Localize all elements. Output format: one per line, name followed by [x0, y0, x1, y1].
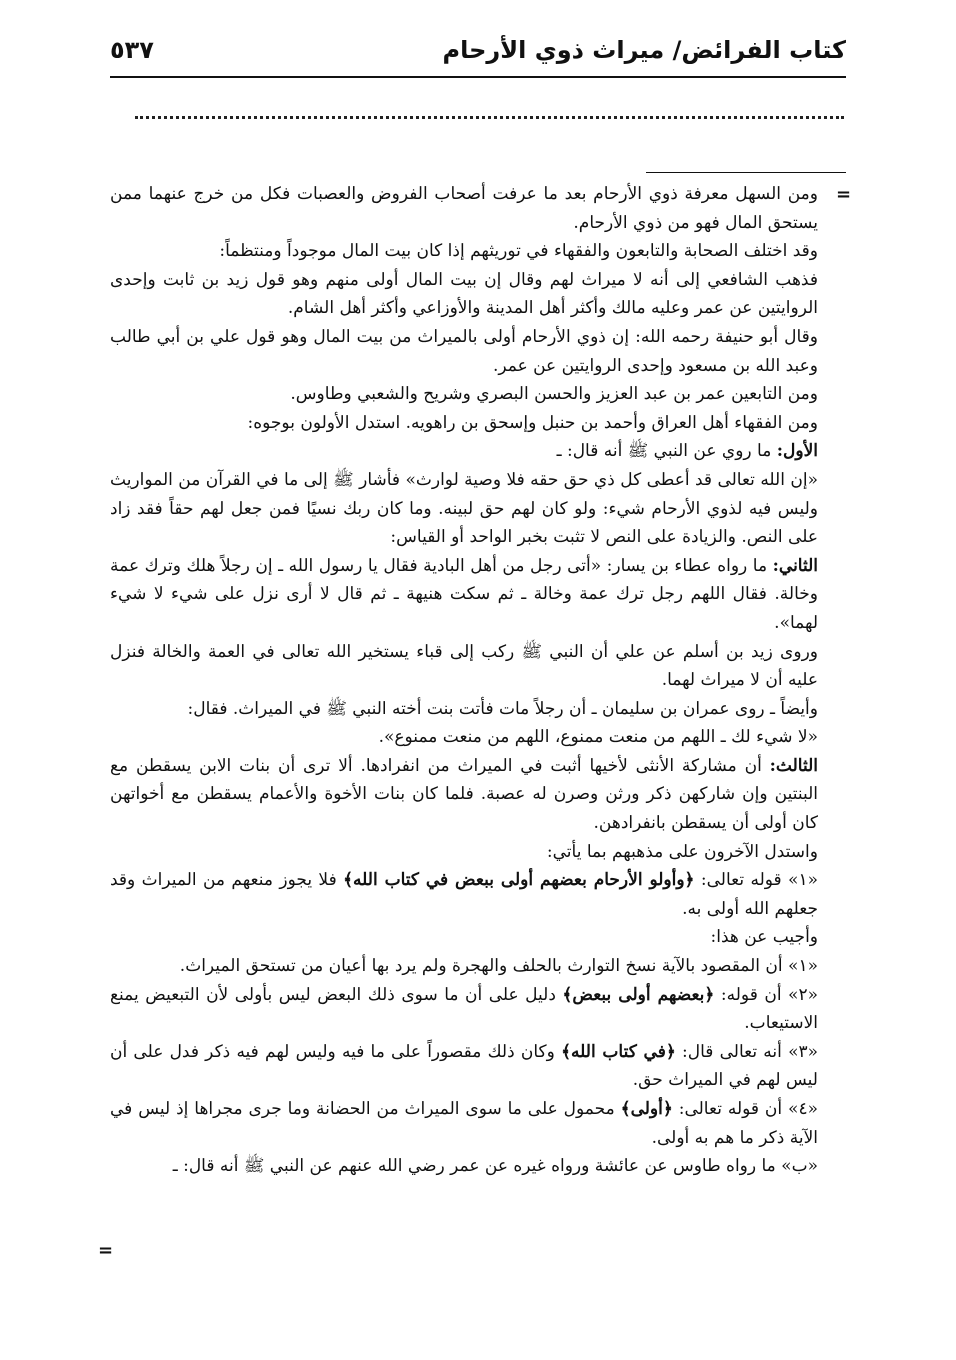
paragraph: وقد اختلف الصحابة والتابعون والفقهاء في توريثهم إذا كان بيت المال موجوداً ومنتظماً: [219, 241, 818, 262]
continuation-mark-bottom: = [98, 1240, 114, 1261]
running-title: كتاب الفرائض/ ميراث ذوي الأرحام [442, 36, 846, 64]
quran-quote: ﴿في كتاب الله﴾ [561, 1041, 676, 1062]
paragraph [110, 866, 818, 923]
item-text: دليل على أن ما سوى ذلك البعض ليس بأولى لأن التبعيض يمنع الاستيعاب. [110, 984, 818, 1034]
item-prefix: «١» قوله تعالى: [700, 870, 818, 891]
paragraph [110, 552, 818, 638]
paragraph: «١» أن المقصود بالآية نسخ التوارث بالحلف والهجرة ولم يرد بها أعيان من تستحق الميراث. [179, 956, 818, 977]
continuation-mark-top: = [836, 184, 852, 205]
paragraph: وروى زيد بن أسلم عن علي أن النبي ﷺ ركب إلى قباء يستخير الله تعالى في العمة والخالة فنزل عليه أن لا ميراث لهما. [110, 641, 818, 691]
section-label: الثالث: [769, 755, 818, 776]
paragraph: «إن الله تعالى قد أعطى كل ذي حق حقه فلا وصية لوارث» فأشار ﷺ إلى ما في القرآن من المواريث وليس فيه لذوي الأرحام شيء: ولو كان لهم حق لبينه. وما كان ربك نسيًا فمن جعل لهم حقاً فقد زاد على النص. والزيادة على النص لا تثبت بخبر الواحد أو القياس: [110, 469, 818, 548]
quran-quote: ﴿بعضهم أولى ببعض﴾ [562, 984, 715, 1005]
item-prefix: «٤» أن قوله تعالى: [678, 1099, 818, 1119]
paragraph: وأيضاً ـ روى عمران بن سليمان ـ أن رجلاً مات فأتت بنت أخته النبي ﷺ في الميراث. فقال: [187, 698, 818, 719]
paragraph [110, 981, 818, 1038]
paragraph: وقال أبو حنيفة رحمه الله: إن ذوي الأرحام أولى بالميراث من بيت المال وهو قول علي بن أبي طالب وعبد الله بن مسعود وإحدى الروايتين عن عمر. [110, 326, 818, 376]
footnote-body [110, 180, 818, 1181]
paragraph [110, 1038, 818, 1095]
section-label: الثاني: [772, 555, 819, 576]
paragraph-text: ما روي عن النبي ﷺ أنه قال: ـ [556, 441, 772, 462]
paragraph: وأجيب عن هذا: [710, 927, 818, 948]
paragraph: واستدل الآخرون على مذهبهم بما يأتي: [546, 841, 818, 862]
page-header [110, 30, 846, 74]
item-text: محمول على ما سوى الميراث من الحضانة وما جرى مجراها إذ ليس في الآية ذكر ما هم به أولى. [110, 1099, 818, 1148]
item-prefix: «٢» أن قوله: [720, 984, 819, 1005]
paragraph [110, 437, 818, 466]
paragraph [110, 752, 818, 838]
paragraph [110, 1095, 818, 1152]
item-text: فلا يجوز منعهم من الميراث وقد جعلهم الله أولى به. [110, 870, 818, 919]
page-number: ٥٣٧ [110, 36, 154, 64]
header-rule [110, 76, 846, 78]
dotted-separator [135, 116, 844, 119]
item-prefix: «٣» أنه تعالى قال: [682, 1041, 819, 1062]
quran-quote: ﴿وأولو الأرحام بعضهم أولى ببعض في كتاب الله﴾ [343, 870, 695, 891]
item-text: وكان ذلك مقصوراً على ما فيه وليس لهم فيه ذكر فدل على أن ليس لهم في الميراث حق. [110, 1041, 818, 1091]
paragraph: ومن السهل معرفة ذوي الأرحام بعد ما عرفت أصحاب الفروض والعصبات فكل من خرج عنهما ممن يستحق المال فهو من ذوي الأرحام. [110, 184, 818, 233]
paragraph: «لا شيء لك ـ اللهم من منعت ممنوع، اللهم من منعت ممنوع». [378, 727, 818, 748]
paragraph: «ب» ما رواه طاوس عن عائشة ورواه غيره عن عمر رضي الله عنهم عن النبي ﷺ أنه قال: ـ [172, 1156, 818, 1177]
paragraph: ومن الفقهاء أهل العراق وأحمد بن حنبل وإسحق بن راهويه. استدل الأولون بوجوه: [247, 412, 818, 433]
paragraph: ومن التابعين عمر بن عبد العزيز والحسن البصري وشريح والشعبي وطاوس. [290, 384, 818, 405]
paragraph-text: أن مشاركة الأنثى لأخيها أثبت في الميراث من انفرادها. ألا ترى أن بنات الابن يسقطن مع البنتين وإن شاركهن ذكر ورثن وصرن له عصبة. فلما كان بنات الأخوة والأعمام يسقطن مع أخواتهن كان أولى أن يسقطن بانفرادهن. [110, 755, 818, 834]
paragraph: فذهب الشافعي إلى أنه لا ميراث لهم وقال إن بيت المال أولى منهم وهو قول زيد بن ثابت وإحدى الروايتين عن عمر وعليه مالك وأكثر أهل المدينة والأوزاعي وأكثر أهل الشام. [110, 269, 818, 319]
quran-quote: ﴿أولى﴾ [620, 1099, 673, 1119]
footnote-rule [646, 172, 846, 173]
section-label: الأول: [776, 441, 818, 462]
paragraph-text: ما رواه عطاء بن يسار: «أتى رجل من أهل البادية فقال يا رسول الله ـ إن رجلاً هلك وترك عمة وخالة. فقال اللهم رجل ترك عمة وخالة ـ ثم سكت هنيهة ـ ثم قال لا أرى نزل على شيء لا شيء لهما». [110, 555, 818, 633]
